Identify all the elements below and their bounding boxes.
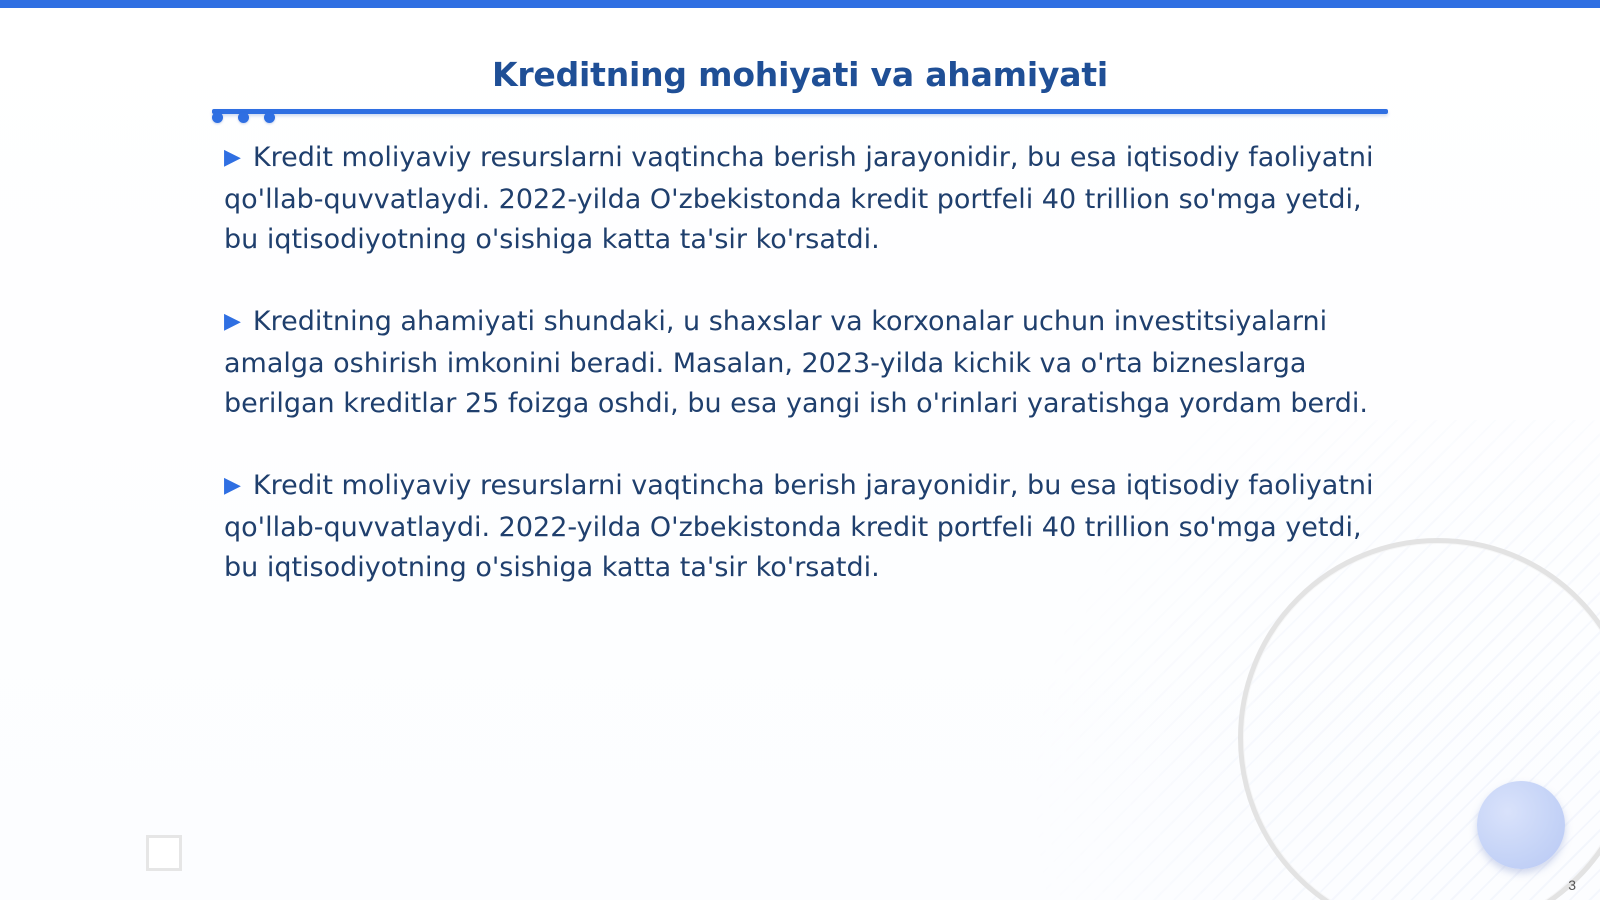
underline-dot-3 — [264, 112, 275, 123]
title-underline-dots — [212, 112, 292, 128]
bullet-item — [224, 302, 1384, 424]
underline-dot-1 — [212, 112, 223, 123]
bullet-text: Kredit moliyaviy resurslarni vaqtincha berish jarayonidir, bu esa iqtisodiy faoliyatni qo'llab-quvvatlaydi. 2022-yilda O'zbekistonda kredit portfeli 40 trillion so'mga yetdi, bu iqtisodiyotning o'sishiga katta ta'sir ko'rsatdi. — [224, 142, 1374, 255]
decorative-small-circle — [1477, 781, 1565, 869]
bullet-text: Kreditning ahamiyati shundaki, u shaxslar va korxonalar uchun investitsiyalarni amalga oshirish imkonini beradi. Masalan, 2023-yilda kichik va o'rta bizneslarga berilgan kreditlar 25 foizga oshdi, bu esa yangi ish o'rinlari yaratishga yordam berdi. — [224, 306, 1368, 419]
right-triangle-icon: ▶ — [224, 473, 241, 498]
decorative-square — [146, 835, 182, 871]
slide-title: Kreditning mohiyati va ahamiyati — [491, 55, 1109, 94]
bullet-item — [224, 138, 1384, 260]
page-number: 3 — [1568, 877, 1576, 893]
title-underline — [212, 109, 1388, 114]
top-accent-bar — [0, 0, 1600, 8]
bullet-list — [224, 138, 1384, 630]
bullet-text: Kredit moliyaviy resurslarni vaqtincha berish jarayonidir, bu esa iqtisodiy faoliyatni qo'llab-quvvatlaydi. 2022-yilda O'zbekistonda kredit portfeli 40 trillion so'mga yetdi, bu iqtisodiyotning o'sishiga katta ta'sir ko'rsatdi. — [224, 470, 1374, 583]
right-triangle-icon: ▶ — [224, 145, 241, 170]
underline-dot-2 — [238, 112, 249, 123]
bullet-item — [224, 466, 1384, 588]
right-triangle-icon: ▶ — [224, 309, 241, 334]
